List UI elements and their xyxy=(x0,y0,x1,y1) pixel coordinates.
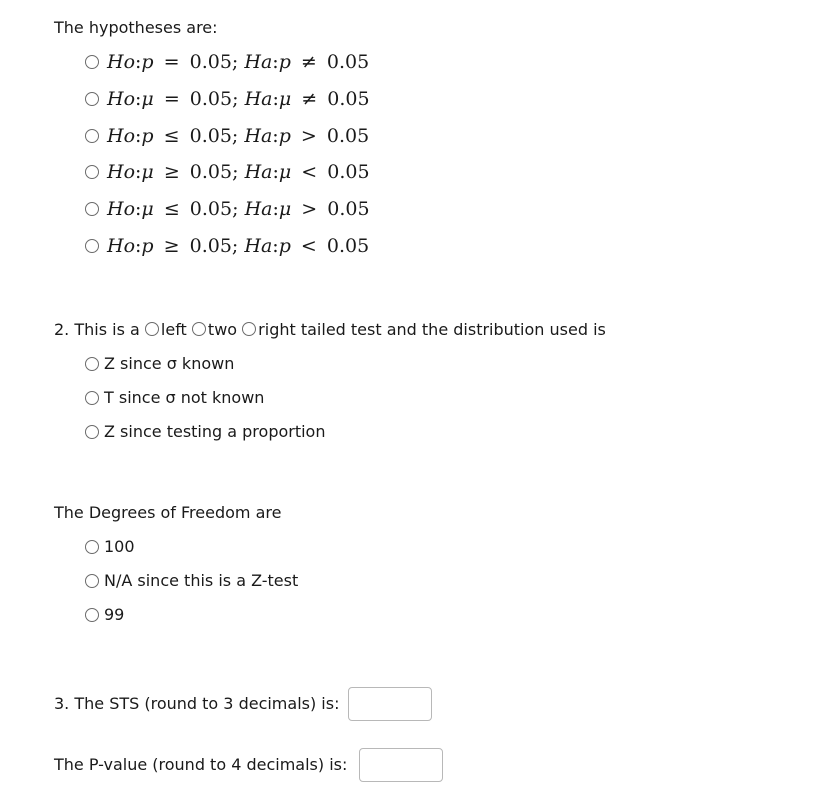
hypothesis-var2: p xyxy=(278,51,291,73)
hypothesis-option-label: Ho:p ≤ 0.05; Ha:p > 0.05 xyxy=(107,125,370,147)
hypothesis-option-radio[interactable] xyxy=(85,92,99,106)
hypothesis-val: 0.05 xyxy=(189,161,233,183)
question2-prefix: 2. This is a xyxy=(54,320,140,339)
hypothesis-val: 0.05 xyxy=(189,235,232,257)
hypothesis-rel: = xyxy=(163,88,180,110)
distribution-option-radio[interactable] xyxy=(85,425,99,439)
hypothesis-option-label: Ho:p = 0.05; Ha:p ≠ 0.05 xyxy=(107,51,370,73)
tail-right-label: right tailed test and the distribution used is xyxy=(258,320,606,339)
hypothesis-option-label: Ho:μ = 0.05; Ha:μ ≠ 0.05 xyxy=(107,88,370,110)
distribution-option-label: T since σ not known xyxy=(104,388,265,407)
hypothesis-lhs2: Ha xyxy=(244,161,273,183)
distribution-option-label: Z since testing a proportion xyxy=(104,422,326,441)
hypothesis-var2: p xyxy=(278,235,291,257)
hypothesis-var: p xyxy=(141,125,154,147)
hypothesis-rel: = xyxy=(163,51,180,73)
hypothesis-val: 0.05 xyxy=(189,51,232,73)
pvalue-input[interactable] xyxy=(359,748,443,782)
hypothesis-lhs2: Ha xyxy=(244,235,273,257)
hypothesis-val2: 0.05 xyxy=(326,51,370,73)
tail-two-label: two xyxy=(207,320,238,339)
hypothesis-val2: 0.05 xyxy=(327,198,370,220)
hypothesis-var: μ xyxy=(141,198,154,220)
dof-option-label: 99 xyxy=(104,605,125,624)
dof-option-radio[interactable] xyxy=(85,608,99,622)
hypothesis-val2: 0.05 xyxy=(327,161,370,183)
hypothesis-val: 0.05 xyxy=(189,88,233,110)
question2-line xyxy=(54,320,606,340)
hypothesis-val: 0.05 xyxy=(189,198,233,220)
dof-option-label: N/A since this is a Z-test xyxy=(104,571,299,590)
hypothesis-rel: ≤ xyxy=(163,125,180,147)
tail-right-radio[interactable] xyxy=(242,322,256,336)
sts-label: 3. The STS (round to 3 decimals) is: xyxy=(54,694,340,713)
dof-option-label: 100 xyxy=(104,537,135,556)
hypothesis-lhs: Ho xyxy=(107,125,136,147)
dof-option-radio[interactable] xyxy=(85,574,99,588)
hypothesis-lhs: Ho xyxy=(107,198,136,220)
dof-heading: The Degrees of Freedom are xyxy=(54,503,282,522)
hypothesis-option-radio[interactable] xyxy=(85,55,99,69)
hypothesis-var2: p xyxy=(278,125,291,147)
hypothesis-rel2: > xyxy=(301,198,318,220)
tail-left-radio[interactable] xyxy=(145,322,159,336)
hypothesis-rel: ≥ xyxy=(163,235,180,257)
hypothesis-var: p xyxy=(141,235,154,257)
hypothesis-option-label: Ho:p ≥ 0.05; Ha:p < 0.05 xyxy=(107,235,370,257)
hypothesis-option-label: Ho:μ ≤ 0.05; Ha:μ > 0.05 xyxy=(107,198,370,220)
tail-two-radio[interactable] xyxy=(192,322,206,336)
hypothesis-rel2: < xyxy=(301,161,318,183)
pvalue-label: The P-value (round to 4 decimals) is: xyxy=(54,755,348,774)
hypothesis-option-radio[interactable] xyxy=(85,239,99,253)
hypothesis-var2: μ xyxy=(278,88,292,110)
hypothesis-lhs2: Ha xyxy=(244,198,273,220)
hypothesis-lhs2: Ha xyxy=(244,125,273,147)
hypothesis-val: 0.05 xyxy=(189,125,232,147)
dof-option-radio[interactable] xyxy=(85,540,99,554)
hypothesis-option-label: Ho:μ ≥ 0.05; Ha:μ < 0.05 xyxy=(107,161,370,183)
hypothesis-rel: ≥ xyxy=(163,161,180,183)
hypothesis-var2: μ xyxy=(278,161,292,183)
hypothesis-rel2: ≠ xyxy=(301,88,318,110)
hypothesis-lhs: Ho xyxy=(107,88,136,110)
distribution-option-radio[interactable] xyxy=(85,357,99,371)
sts-input[interactable] xyxy=(348,687,432,721)
hypothesis-var2: μ xyxy=(278,198,292,220)
hypothesis-lhs: Ho xyxy=(107,161,136,183)
hypothesis-option-radio[interactable] xyxy=(85,129,99,143)
hypothesis-var: μ xyxy=(141,88,154,110)
hypothesis-lhs2: Ha xyxy=(244,88,273,110)
hypothesis-rel2: ≠ xyxy=(300,51,317,73)
hypothesis-var: μ xyxy=(141,161,154,183)
hypothesis-lhs: Ho xyxy=(107,51,136,73)
hypothesis-option-radio[interactable] xyxy=(85,165,99,179)
distribution-option-radio[interactable] xyxy=(85,391,99,405)
hypothesis-rel: ≤ xyxy=(163,198,180,220)
hypothesis-var: p xyxy=(141,51,154,73)
distribution-option-label: Z since σ known xyxy=(104,354,235,373)
hypothesis-lhs2: Ha xyxy=(244,51,273,73)
hypothesis-lhs: Ho xyxy=(107,235,136,257)
hypothesis-val2: 0.05 xyxy=(327,88,370,110)
hypotheses-heading: The hypotheses are: xyxy=(54,18,218,37)
tail-left-label: left xyxy=(160,320,187,339)
hypothesis-option-radio[interactable] xyxy=(85,202,99,216)
hypothesis-rel2: > xyxy=(300,125,317,147)
hypothesis-val2: 0.05 xyxy=(326,125,370,147)
hypothesis-rel2: < xyxy=(300,235,317,257)
hypothesis-val2: 0.05 xyxy=(326,235,370,257)
